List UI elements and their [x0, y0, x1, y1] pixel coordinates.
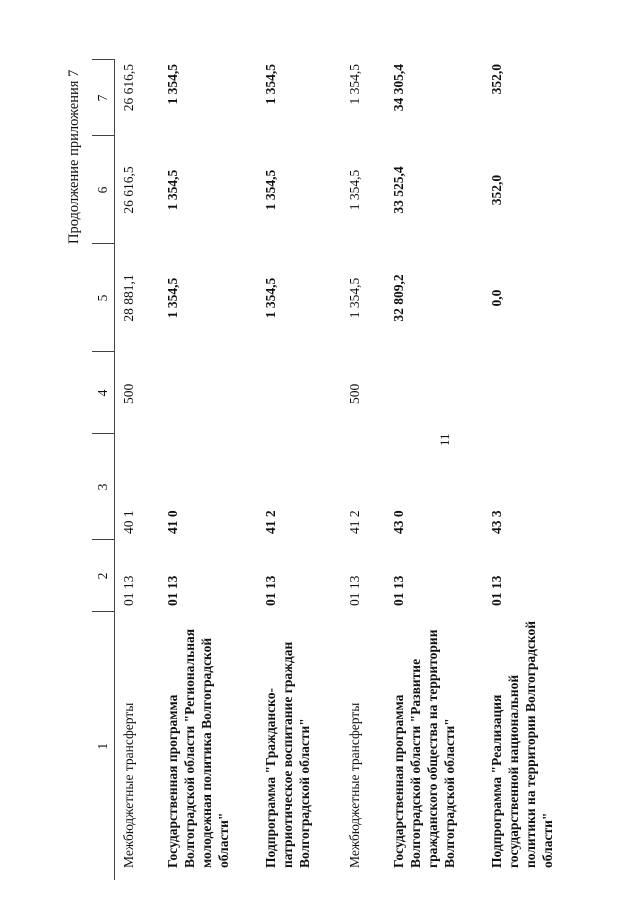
expense-type [483, 352, 571, 434]
amount-col5: 1 354,5 [263, 277, 278, 319]
amount-col7: 1 354,5 [165, 64, 180, 105]
amount-col6: 33 525,4 [391, 166, 406, 214]
table-row [159, 60, 257, 880]
row-name: Подпрограмма "Гражданско-патриотическое воспитание граждан Волгоградской области" [263, 641, 312, 868]
column-header-3: 3 [92, 434, 115, 540]
amount-col5: 0,0 [489, 289, 504, 307]
amount-col7: 26 616,5 [121, 64, 136, 112]
amount-col6: 352,0 [489, 174, 504, 206]
amount-col7: 34 305,4 [391, 64, 406, 112]
column-header-1: 1 [92, 612, 115, 880]
section-code: 01 13 [347, 575, 362, 606]
budget-table [92, 60, 571, 881]
row-name: Межбюджетные трансферты [347, 702, 362, 868]
program-code: 41 0 [165, 510, 180, 534]
table-row [483, 60, 571, 880]
column-header-4: 4 [92, 352, 115, 434]
amount-col6: 1 354,5 [165, 169, 180, 211]
column-header-6: 6 [92, 136, 115, 244]
row-name: Межбюджетные трансферты [121, 702, 136, 868]
amount-col6: 1 354,5 [263, 169, 278, 211]
expense-type [159, 352, 257, 434]
amount-col5: 28 881,1 [121, 274, 136, 322]
amount-col5: 1 354,5 [165, 277, 180, 319]
amount-col6: 1 354,5 [347, 169, 362, 211]
row-name: Государственная программа Волгоградской области "Региональная молодежная политика Волгоградской области" [165, 628, 231, 868]
table-row [257, 60, 341, 880]
table-header-row [92, 60, 115, 880]
section-code: 01 13 [165, 575, 180, 606]
column-header-7: 7 [92, 60, 115, 136]
program-code: 43 0 [391, 510, 406, 534]
table-row [341, 60, 385, 880]
program-code: 43 3 [489, 510, 504, 534]
expense-type [385, 352, 483, 434]
section-code: 01 13 [121, 575, 136, 606]
row-name: Государственная программа Волгоградской области "Развитие гражданского общества на территории Волгоградской области" [391, 629, 457, 868]
table-row [385, 60, 483, 880]
budget-table-container [92, 60, 592, 880]
amount-col7: 1 354,5 [263, 64, 278, 105]
section-code: 01 13 [263, 575, 278, 606]
row-name: Подпрограмма "Реализация государственной национальной политики на территории Волгоградской области" [489, 620, 555, 868]
program-code: 40 1 [121, 510, 136, 534]
page-number: 11 [437, 433, 452, 446]
program-code: 41 2 [263, 510, 278, 534]
section-code: 01 13 [489, 575, 504, 606]
amount-col7: 352,0 [489, 64, 504, 95]
amount-col5: 32 809,2 [391, 274, 406, 322]
column-header-5: 5 [92, 244, 115, 352]
section-code: 01 13 [391, 575, 406, 606]
expense-type [257, 352, 341, 434]
amount-col7: 1 354,5 [347, 64, 362, 105]
expense-type: 500 [347, 383, 362, 404]
amount-col6: 26 616,5 [121, 166, 136, 214]
expense-type: 500 [121, 383, 136, 404]
amount-col5: 1 354,5 [347, 277, 362, 319]
appendix-header: Продолжение приложения 7 [66, 69, 82, 244]
column-header-2: 2 [92, 540, 115, 612]
program-code: 41 2 [347, 510, 362, 534]
table-row [115, 60, 160, 880]
